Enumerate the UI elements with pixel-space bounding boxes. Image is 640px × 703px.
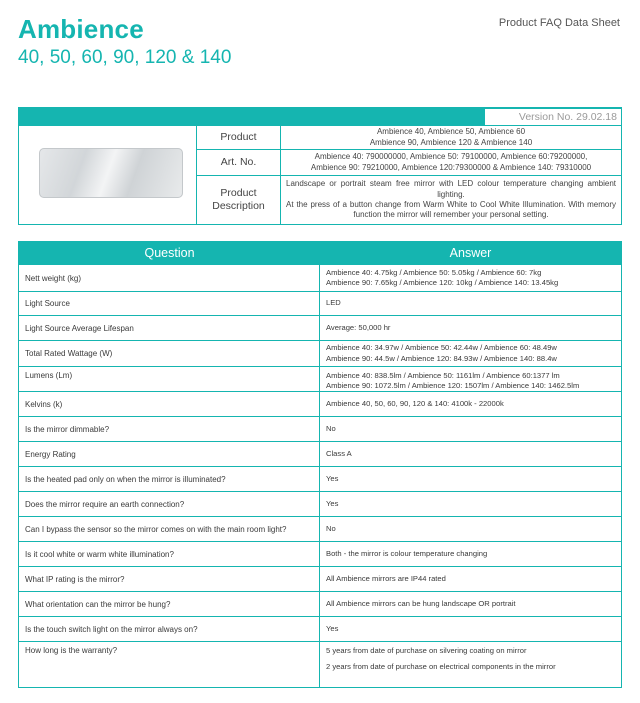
table-row: [19, 466, 621, 491]
product-description-value: [281, 176, 621, 224]
answer-cell: [320, 341, 621, 366]
table-row: [19, 315, 621, 340]
description-line: Landscape or portrait steam free mirror with LED colour temperature changing ambient lighting.: [286, 179, 616, 199]
question-cell: Does the mirror require an earth connection?: [19, 492, 320, 516]
answer-cell: All Ambience mirrors can be hung landscape OR portrait: [326, 598, 516, 608]
answer-line: Ambience 90: 44.5w / Ambience 120: 84.93w / Ambience 140: 88.4w: [326, 353, 557, 363]
product-line: Ambience 40, Ambience 50, Ambience 60: [376, 127, 526, 137]
question-cell: Is it cool white or warm white illumination?: [19, 542, 320, 566]
table-row: [19, 264, 621, 291]
brand-title: Ambience: [18, 14, 144, 44]
answer-cell: Class A: [326, 448, 352, 458]
answer-line: Ambience 40: 4.75kg / Ambience 50: 5.05kg / Ambience 60: 7kg: [326, 267, 542, 277]
question-cell: Can I bypass the sensor so the mirror comes on with the main room light?: [19, 517, 320, 541]
product-description-label-line2: Description: [212, 200, 265, 212]
product-value: [281, 126, 621, 150]
product-line: Ambience 90, Ambience 120 & Ambience 140: [369, 137, 533, 147]
question-cell: What orientation can the mirror be hung?: [19, 592, 320, 616]
table-row: [19, 591, 621, 616]
product-description-label: [197, 176, 280, 224]
answer-cell: Ambience 40, 50, 60, 90, 120 & 140: 4100k - 22000k: [326, 398, 504, 408]
art-no-value: [281, 150, 621, 176]
document-type: Product FAQ Data Sheet: [498, 17, 620, 29]
brand-subtitle: 40, 50, 60, 90, 120 & 140: [18, 47, 232, 68]
table-row: [19, 616, 621, 641]
table-row: [19, 416, 621, 441]
art-no-label: Art. No.: [197, 150, 280, 176]
product-label: Product: [197, 126, 280, 150]
product-info-table: [18, 107, 622, 225]
faq-table: [18, 241, 622, 688]
answer-cell: Yes: [326, 498, 339, 508]
answer-cell: No: [326, 523, 336, 533]
answer-cell: [320, 265, 621, 291]
answer-line: Ambience 40: 838.5lm / Ambience 50: 1161lm / Ambience 60:1377 lm: [326, 371, 560, 380]
question-cell: Lumens (Lm): [19, 367, 320, 391]
answer-cell: [320, 642, 621, 687]
product-description-label-line1: Product: [220, 186, 257, 199]
answer-cell: Both - the mirror is colour temperature changing: [326, 548, 488, 558]
answer-line: 5 years from date of purchase on silvering coating on mirror: [326, 646, 527, 655]
question-cell: Nett weight (kg): [19, 265, 320, 291]
question-cell: Energy Rating: [19, 442, 320, 466]
description-line: At the press of a button change from Warm White to Cool White Illumination. With memory function the mirror will remember your personal setting.: [286, 200, 616, 220]
question-cell: Light Source: [19, 292, 320, 315]
answer-line: Ambience 90: 1072.5lm / Ambience 120: 1507lm / Ambience 140: 1462.5lm: [326, 381, 580, 391]
question-cell: What IP rating is the mirror?: [19, 567, 320, 591]
answer-cell: Yes: [326, 623, 339, 633]
question-header: Question: [144, 246, 195, 260]
art-no-line: Ambience 40: 790000000, Ambience 50: 79100000, Ambience 60:79200000,: [314, 152, 588, 162]
table-row: [19, 516, 621, 541]
answer-header: Answer: [449, 246, 492, 260]
table-row: [19, 541, 621, 566]
answer-cell: LED: [326, 298, 341, 308]
table-row: [19, 641, 621, 687]
answer-cell: [320, 367, 621, 391]
question-cell: Is the touch switch light on the mirror always on?: [19, 617, 320, 641]
answer-line: Ambience 90: 7.65kg / Ambience 120: 10kg / Ambience 140: 13.45kg: [326, 278, 559, 287]
version-number: Version No. 29.02.18: [485, 109, 621, 125]
question-cell: Is the mirror dimmable?: [19, 417, 320, 441]
table-row: [19, 340, 621, 366]
table-row: [19, 566, 621, 591]
info-header-bar: [19, 108, 621, 126]
art-no-line: Ambience 90: 79210000, Ambience 120:79300000 & Ambience 140: 79310000: [310, 162, 592, 172]
table-row: [19, 366, 621, 391]
mirror-image: [39, 148, 183, 198]
answer-cell: Yes: [326, 473, 339, 483]
answer-cell: All Ambience mirrors are IP44 rated: [326, 573, 446, 583]
product-image-cell: [19, 126, 197, 224]
question-cell: How long is the warranty?: [19, 642, 320, 687]
table-row: [19, 291, 621, 315]
question-cell: Kelvins (k): [19, 392, 320, 416]
faq-header: [19, 242, 621, 264]
table-row: [19, 391, 621, 416]
table-row: [19, 491, 621, 516]
answer-line: 2 years from date of purchase on electrical components in the mirror: [326, 662, 556, 672]
question-cell: Is the heated pad only on when the mirror is illuminated?: [19, 467, 320, 491]
answer-cell: No: [326, 423, 336, 433]
answer-cell: Average: 50,000 hr: [326, 322, 391, 332]
question-cell: Total Rated Wattage (W): [19, 341, 320, 366]
table-row: [19, 441, 621, 466]
answer-line: Ambience 40: 34.97w / Ambience 50: 42.44w / Ambience 60: 48.49w: [326, 343, 557, 353]
question-cell: Light Source Average Lifespan: [19, 316, 320, 340]
